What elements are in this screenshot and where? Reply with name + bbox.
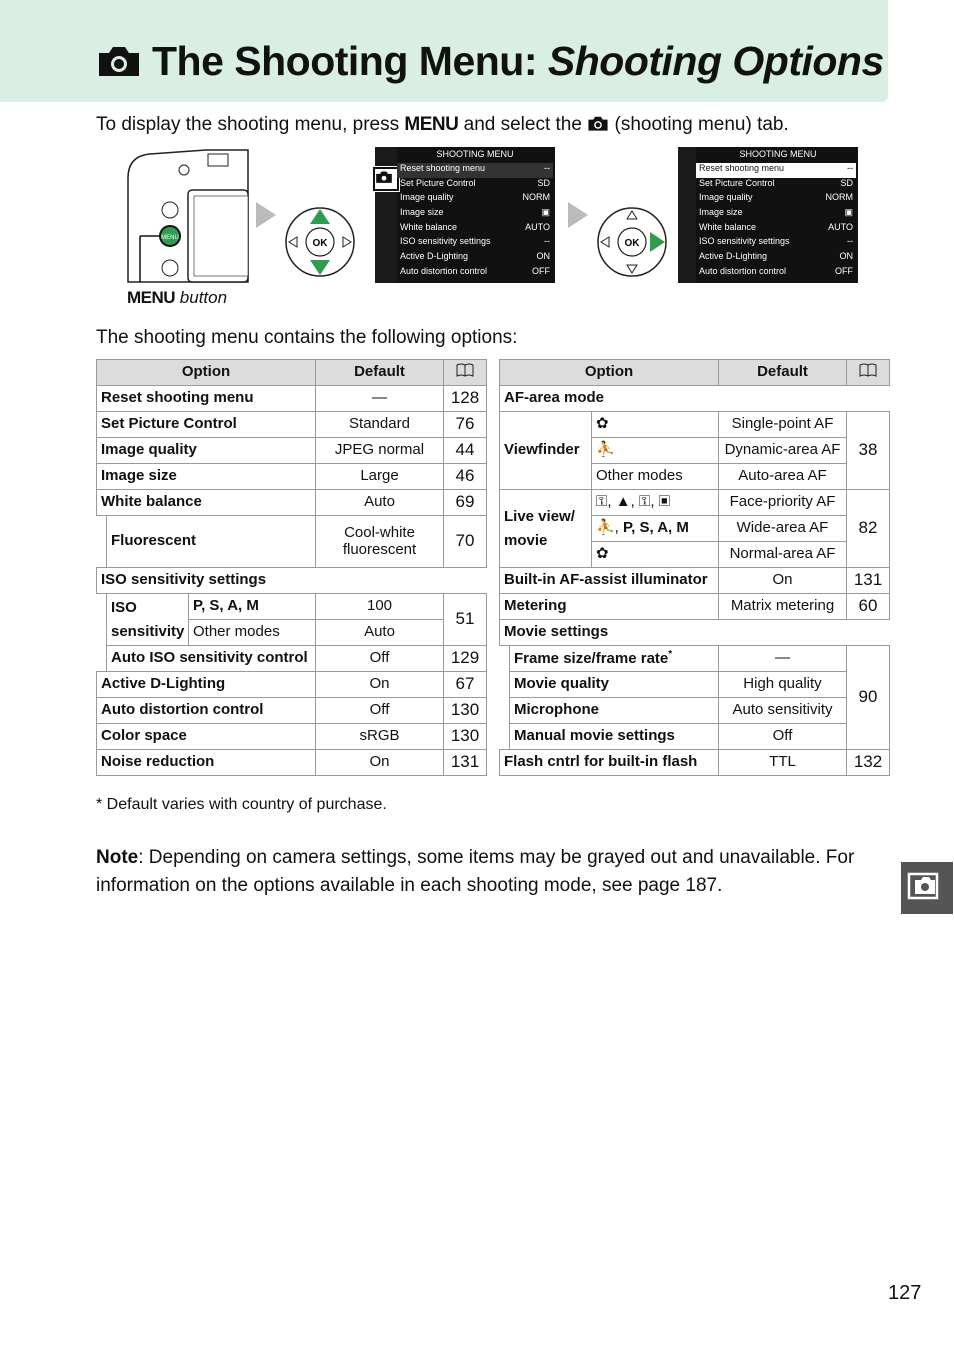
table-row	[500, 620, 890, 646]
note-text: : Depending on camera settings, some items may be grayed out and unavailable. For information on the options available in each shooting mode, see page 187.	[96, 847, 855, 896]
default-picture-control: Standard	[316, 412, 444, 438]
liveview-psam	[592, 516, 719, 542]
screen-item-label: Image size	[699, 207, 743, 218]
table-row	[97, 464, 487, 490]
default-distortion: Off	[316, 698, 444, 724]
page-liveview: 82	[847, 490, 890, 568]
screen-title: SHOOTING MENU	[436, 149, 514, 159]
table-row	[97, 594, 487, 620]
screen-menu-item	[397, 222, 553, 237]
default-manual-movie: Off	[719, 724, 847, 750]
screen-item-label: Reset shooting menu	[699, 163, 785, 173]
default-noise: On	[316, 750, 444, 776]
option-auto-iso: Auto ISO sensitivity control	[107, 646, 316, 672]
shooting-tab-icon	[373, 167, 399, 191]
scene-mode-icons: ⚿, ▲, ⚿, ▣	[592, 490, 719, 516]
contains-text: The shooting menu contains the following options:	[96, 327, 518, 348]
page-movie: 90	[847, 646, 890, 750]
screen-menu-item	[696, 178, 856, 193]
shooting-menu-screen-2	[678, 147, 858, 283]
screen-item-value: --	[544, 236, 550, 247]
screen-menu-item	[397, 251, 553, 266]
liveview-label	[500, 490, 592, 568]
table-row	[97, 568, 487, 594]
option-metering: Metering	[500, 594, 719, 620]
page-image-quality: 44	[444, 438, 487, 464]
default-flash: TTL	[719, 750, 847, 776]
page-title	[96, 38, 884, 88]
option-noise: Noise reduction	[97, 750, 316, 776]
screen-item-label: Image quality	[699, 192, 753, 203]
screen-item-value: NORM	[825, 192, 853, 203]
screen-menu-item	[397, 163, 553, 178]
page-white-balance: 69	[444, 490, 487, 516]
screen-menu-item	[397, 192, 553, 207]
screen-menu-item	[397, 236, 553, 251]
header-option: Option	[97, 360, 316, 386]
screen-item-value: SD	[840, 177, 853, 188]
table-row	[500, 490, 890, 516]
section-tab-icon	[901, 862, 953, 914]
page-af-assist: 131	[847, 568, 890, 594]
screen-item-label: ISO sensitivity settings	[400, 236, 491, 247]
table-row	[97, 698, 487, 724]
table-row	[500, 750, 890, 776]
screen-item-value: SD	[537, 177, 550, 188]
screen-menu-item	[696, 236, 856, 251]
table-row	[97, 646, 487, 672]
option-white-balance: White balance	[97, 490, 316, 516]
table-row	[500, 594, 890, 620]
screen-item-label: Auto distortion control	[699, 265, 787, 276]
default-af-assist: On	[719, 568, 847, 594]
title-italic: Shooting Options	[547, 38, 884, 84]
screen-menu-item	[696, 163, 856, 178]
screen-menu-item	[696, 192, 856, 207]
table-row	[97, 386, 487, 412]
screen-item-value: OFF	[532, 265, 550, 276]
note-bold: Note	[96, 847, 139, 868]
screen-item-value: AUTO	[525, 221, 550, 232]
table-row	[500, 412, 890, 438]
page-metering: 60	[847, 594, 890, 620]
left-options-table	[96, 359, 487, 776]
screen-title: SHOOTING MENU	[739, 149, 817, 159]
option-image-size: Image size	[97, 464, 316, 490]
table-row	[500, 724, 890, 750]
default-frame-size: —	[719, 646, 847, 672]
default-color-space: sRGB	[316, 724, 444, 750]
single-point-icon: ✿	[592, 412, 719, 438]
book-icon	[444, 360, 487, 386]
camera-icon	[587, 114, 609, 135]
viewfinder-other-modes: Other modes	[592, 464, 719, 490]
screen-item-value: OFF	[835, 265, 853, 276]
option-image-quality: Image quality	[97, 438, 316, 464]
shooting-menu-screen-1	[375, 147, 555, 283]
screen-item-label: Active D-Lighting	[400, 251, 469, 262]
caption-menu: MENU	[127, 288, 176, 307]
table-row	[97, 724, 487, 750]
table-row	[97, 516, 487, 568]
option-manual-movie: Manual movie settings	[510, 724, 719, 750]
table-row	[500, 698, 890, 724]
screen-menu-item	[696, 207, 856, 222]
screen-item-label: Active D-Lighting	[699, 251, 768, 262]
page-picture-control: 76	[444, 412, 487, 438]
screen-item-label: White balance	[400, 221, 458, 232]
screen-item-label: Image quality	[400, 192, 454, 203]
screen-item-value: ▣	[844, 207, 853, 218]
page-adl: 67	[444, 672, 487, 698]
screen-item-label: Set Picture Control	[400, 177, 476, 188]
screen-item-label: White balance	[699, 221, 757, 232]
screen-item-label: Auto distortion control	[400, 265, 488, 276]
default-iso-other: Auto	[316, 620, 444, 646]
screen-menu-item	[696, 222, 856, 237]
page-auto-iso: 129	[444, 646, 487, 672]
iso-other-modes: Other modes	[189, 620, 316, 646]
screen-item-label: ISO sensitivity settings	[699, 236, 790, 247]
header-default: Default	[316, 360, 444, 386]
header-option: Option	[500, 360, 719, 386]
default-fluorescent-line2: fluorescent	[342, 540, 417, 558]
screen-menu-item	[696, 266, 856, 281]
sports-mode-icon: ⛹	[592, 438, 719, 464]
default-white-balance: Auto	[316, 490, 444, 516]
default-fluorescent	[316, 516, 444, 568]
table-row	[500, 646, 890, 672]
book-icon	[847, 360, 890, 386]
multi-selector-up	[284, 206, 356, 278]
option-distortion: Auto distortion control	[97, 698, 316, 724]
iso-line1: ISO	[111, 598, 137, 616]
default-dynamic-area: Dynamic-area AF	[719, 438, 847, 464]
table-row	[97, 750, 487, 776]
caption-button: button	[179, 288, 228, 307]
intro-part3: (shooting menu) tab.	[614, 114, 789, 135]
default-normal-area: Normal-area AF	[719, 542, 847, 568]
option-af-area: AF-area mode	[500, 386, 890, 412]
option-iso: ISO sensitivity settings	[97, 568, 487, 594]
page-image-size: 46	[444, 464, 487, 490]
camera-back-illustration	[126, 148, 250, 284]
right-options-table	[499, 359, 890, 776]
table-row	[97, 490, 487, 516]
default-iso-psam: 100	[316, 594, 444, 620]
option-af-assist: Built-in AF-assist illuminator	[500, 568, 719, 594]
liveview-line2: movie	[504, 531, 548, 549]
intro-text	[96, 114, 789, 136]
figure-caption	[127, 288, 227, 308]
screen-menu-item	[397, 207, 553, 222]
footnote-mark: *	[668, 649, 673, 661]
default-metering: Matrix metering	[719, 594, 847, 620]
screen-item-label: Reset shooting menu	[400, 163, 486, 173]
table-row	[500, 568, 890, 594]
screen-menu-item	[397, 266, 553, 281]
table-row	[500, 386, 890, 412]
frame-size-label: Frame size/frame rate	[514, 650, 669, 668]
page-reset: 128	[444, 386, 487, 412]
default-fluorescent-line1: Cool-white	[344, 524, 415, 541]
intro-part1: To display the shooting menu, press	[96, 114, 400, 135]
default-wide-area: Wide-area AF	[719, 516, 847, 542]
iso-sensitivity-label	[107, 594, 189, 646]
default-microphone: Auto sensitivity	[719, 698, 847, 724]
option-reset: Reset shooting menu	[97, 386, 316, 412]
option-frame-size	[510, 646, 719, 672]
iso-line2: sensitivity	[111, 622, 185, 640]
screen-item-value: NORM	[522, 192, 550, 203]
option-flash: Flash cntrl for built-in flash	[500, 750, 719, 776]
page-number: 127	[888, 1282, 922, 1304]
option-adl: Active D-Lighting	[97, 672, 316, 698]
default-auto-iso: Off	[316, 646, 444, 672]
screen-item-value: --	[847, 163, 853, 173]
header-default: Default	[719, 360, 847, 386]
page-flash: 132	[847, 750, 890, 776]
table-row	[97, 412, 487, 438]
page-viewfinder: 38	[847, 412, 890, 490]
screen-menu-item	[696, 251, 856, 266]
liveview-line1: Live view/	[504, 507, 575, 525]
default-face-priority: Face-priority AF	[719, 490, 847, 516]
screen-item-value: ON	[839, 251, 853, 262]
page-distortion: 130	[444, 698, 487, 724]
ok-label: OK	[312, 238, 328, 249]
page-iso: 51	[444, 594, 487, 646]
intro-part2: and select the	[463, 114, 582, 135]
default-auto-area: Auto-area AF	[719, 464, 847, 490]
arrow-right-icon	[566, 200, 590, 235]
macro-icon: ✿	[592, 542, 719, 568]
page-color-space: 130	[444, 724, 487, 750]
default-reset: —	[316, 386, 444, 412]
option-fluorescent: Fluorescent	[107, 516, 316, 568]
arrow-right-icon	[254, 200, 278, 235]
page-fluorescent: 70	[444, 516, 487, 568]
multi-selector-right	[596, 206, 668, 278]
camera-icon	[96, 41, 142, 88]
svg-text:MENU: MENU	[161, 235, 179, 241]
screen-item-value: --	[847, 236, 853, 247]
screen-item-value: ▣	[541, 207, 550, 218]
liveview-psam-text: P, S, A, M	[623, 519, 689, 537]
title-main: The Shooting Menu:	[152, 38, 537, 84]
table-row	[500, 672, 890, 698]
iso-psam: P, S, A, M	[189, 594, 316, 620]
screen-item-value: --	[544, 163, 550, 173]
table-row	[97, 672, 487, 698]
screen-item-value: ON	[536, 251, 550, 262]
default-movie-quality: High quality	[719, 672, 847, 698]
table-row	[97, 438, 487, 464]
screen-menu-item	[397, 178, 553, 193]
page-noise: 131	[444, 750, 487, 776]
footnote: * Default varies with country of purchase.	[96, 796, 387, 813]
option-microphone: Microphone	[510, 698, 719, 724]
screen-item-value: AUTO	[828, 221, 853, 232]
default-single-point: Single-point AF	[719, 412, 847, 438]
default-image-quality: JPEG normal	[316, 438, 444, 464]
option-color-space: Color space	[97, 724, 316, 750]
option-movie-settings: Movie settings	[500, 620, 890, 646]
screen-item-label: Image size	[400, 207, 444, 218]
note	[96, 844, 896, 900]
option-movie-quality: Movie quality	[510, 672, 719, 698]
menu-word: MENU	[404, 114, 459, 135]
default-adl: On	[316, 672, 444, 698]
default-image-size: Large	[316, 464, 444, 490]
screen-item-label: Set Picture Control	[699, 177, 775, 188]
viewfinder-label: Viewfinder	[500, 412, 592, 490]
option-picture-control: Set Picture Control	[97, 412, 316, 438]
sports-mode-icon: ⛹,	[596, 519, 619, 537]
ok-label: OK	[624, 238, 640, 249]
